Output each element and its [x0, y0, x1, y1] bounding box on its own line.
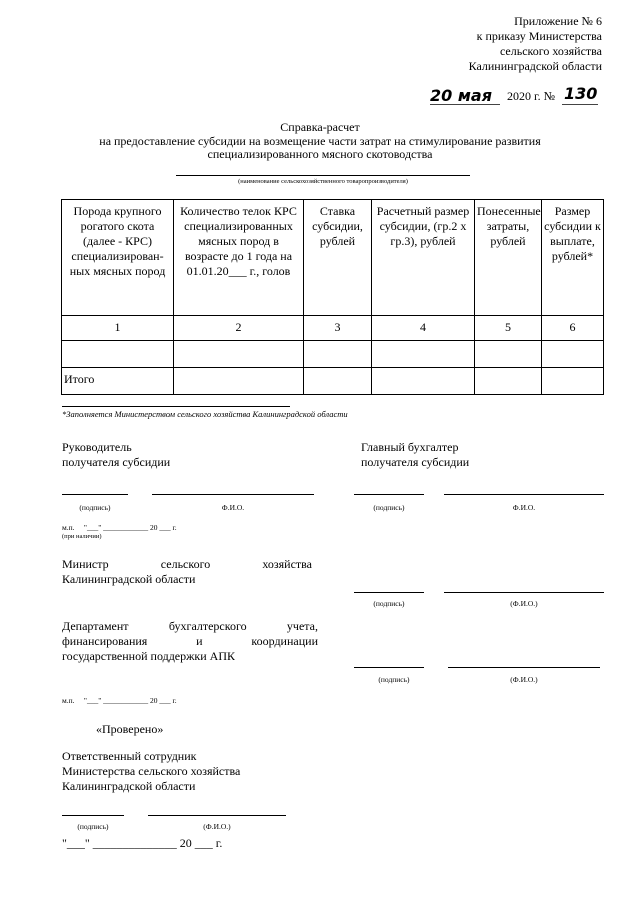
- region-name: Калининградской области: [468, 59, 602, 73]
- dept-signature-line: [354, 667, 424, 668]
- col-number: 2: [174, 316, 304, 341]
- sign-caption: (подпись): [373, 503, 405, 512]
- table-total-row: [62, 368, 604, 395]
- resp-signature-line: [62, 815, 124, 816]
- resp-fio-line: [148, 815, 286, 816]
- table-cell[interactable]: [372, 341, 475, 368]
- resp-line-1: Ответственный сотрудник: [62, 749, 197, 763]
- department-label: [62, 619, 318, 664]
- dept-word: координации: [251, 634, 318, 648]
- stamp-date-line: м.п. "___" ____________ 20 ___ г.: [62, 523, 177, 532]
- header-costs: Понесенные затраты, рублей: [475, 200, 542, 316]
- table-cell[interactable]: [542, 368, 604, 395]
- appendix-number: Приложение № 6: [514, 14, 602, 28]
- order-year: 2020 г. №: [507, 89, 556, 103]
- minister-label: [62, 557, 312, 587]
- title-line-2: на предоставление субсидии на возмещение части затрат на стимулирование развития: [99, 133, 541, 148]
- sign-caption: (подпись): [79, 503, 111, 512]
- accountant-signature-line: [354, 494, 424, 495]
- sign-caption: (подпись): [373, 599, 405, 608]
- subsidy-table: [61, 199, 604, 395]
- resp-line-3: Калининградской области: [62, 779, 196, 793]
- table-cell[interactable]: [304, 341, 372, 368]
- dept-word: и: [196, 634, 203, 648]
- table-cell[interactable]: [475, 341, 542, 368]
- title-line-3: специализированного мясного скотоводства: [207, 147, 433, 161]
- table-cell[interactable]: [475, 368, 542, 395]
- minister-region: Калининградской области: [62, 572, 196, 586]
- if-available-note: (при наличии): [62, 533, 102, 540]
- dept-fio-line: [448, 667, 600, 668]
- header-breed: Порода крупного рогатого скота (далее - КРС) специализирован-ных мясных пород: [62, 200, 174, 316]
- header-heifer-count: Количество телок КРС специализированных мясных пород в возрасте до 1 года на 01.01.20___ г., голов: [174, 200, 304, 316]
- table-cell[interactable]: [304, 368, 372, 395]
- fio-caption: Ф.И.О.: [221, 503, 245, 512]
- sign-caption: (подпись): [77, 822, 109, 831]
- fio-caption: (Ф.И.О.): [203, 822, 231, 831]
- header-payout: Размер субсидии к выплате, рублей*: [542, 200, 604, 316]
- table-cell[interactable]: [542, 341, 604, 368]
- recipient-caption: (наименование сельскохозяйственного товаропроизводителя): [238, 178, 408, 185]
- handwritten-number: 130: [564, 84, 598, 103]
- head-fio-line: [152, 494, 314, 495]
- minister-word: Министр: [62, 557, 109, 571]
- dept-word: бухгалтерского: [168, 619, 247, 633]
- final-date-line: "___" ______________ 20 ___ г.: [62, 836, 223, 850]
- head-signature-line: [62, 494, 128, 495]
- head-subtitle: получателя субсидии: [62, 455, 171, 469]
- document-title: [0, 121, 640, 162]
- dept-word: учета,: [286, 619, 318, 633]
- total-label: Итого: [62, 368, 174, 395]
- dept-line-3: государственной поддержки АПК: [62, 649, 236, 663]
- table-cell[interactable]: [174, 368, 304, 395]
- stamp-date-line: м.п. "___" ____________ 20 ___ г.: [62, 696, 177, 705]
- accountant-label: [361, 440, 469, 470]
- col-number: 6: [542, 316, 604, 341]
- fio-caption: (Ф.И.О.): [510, 599, 538, 608]
- header-calc-amount: Расчетный размер субсидии, (гр.2 х гр.3), рублей: [372, 200, 475, 316]
- dept-word: финансирования: [62, 634, 148, 648]
- minister-signature-line: [354, 592, 424, 593]
- minister-word: сельского: [160, 557, 211, 571]
- minister-fio-line: [444, 592, 604, 593]
- col-number: 4: [372, 316, 475, 341]
- footnote: *Заполняется Министерством сельского хозяйства Калининградской области: [62, 409, 348, 419]
- ministry-name: сельского хозяйства: [499, 44, 602, 58]
- table-cell[interactable]: [62, 341, 174, 368]
- checked-label: «Проверено»: [96, 722, 164, 736]
- table-row: [62, 341, 604, 368]
- header-rate: Ставка субсидии, рублей: [304, 200, 372, 316]
- col-number: 1: [62, 316, 174, 341]
- responsible-label: [62, 749, 240, 794]
- table-header-row: [62, 200, 604, 316]
- title-line-1: Справка-расчет: [280, 120, 360, 134]
- table-cell[interactable]: [174, 341, 304, 368]
- col-number: 3: [304, 316, 372, 341]
- sign-caption: (подпись): [378, 675, 410, 684]
- order-ref: к приказу Министерства: [476, 29, 602, 43]
- minister-word: хозяйства: [262, 557, 312, 571]
- dept-word: Департамент: [62, 619, 129, 633]
- fio-caption: (Ф.И.О.): [510, 675, 538, 684]
- appendix-header: [469, 14, 602, 74]
- accountant-title: Главный бухгалтер: [361, 440, 459, 454]
- accountant-fio-line: [444, 494, 604, 495]
- table-number-row: [62, 316, 604, 341]
- head-label: [62, 440, 170, 470]
- accountant-subtitle: получателя субсидии: [361, 455, 470, 469]
- recipient-name-line: [176, 175, 470, 176]
- resp-line-2: Министерства сельского хозяйства: [62, 764, 241, 778]
- fio-caption: Ф.И.О.: [512, 503, 536, 512]
- col-number: 5: [475, 316, 542, 341]
- head-title: Руководитель: [62, 440, 132, 454]
- handwritten-date: 20 мая: [430, 86, 492, 105]
- table-cell[interactable]: [372, 368, 475, 395]
